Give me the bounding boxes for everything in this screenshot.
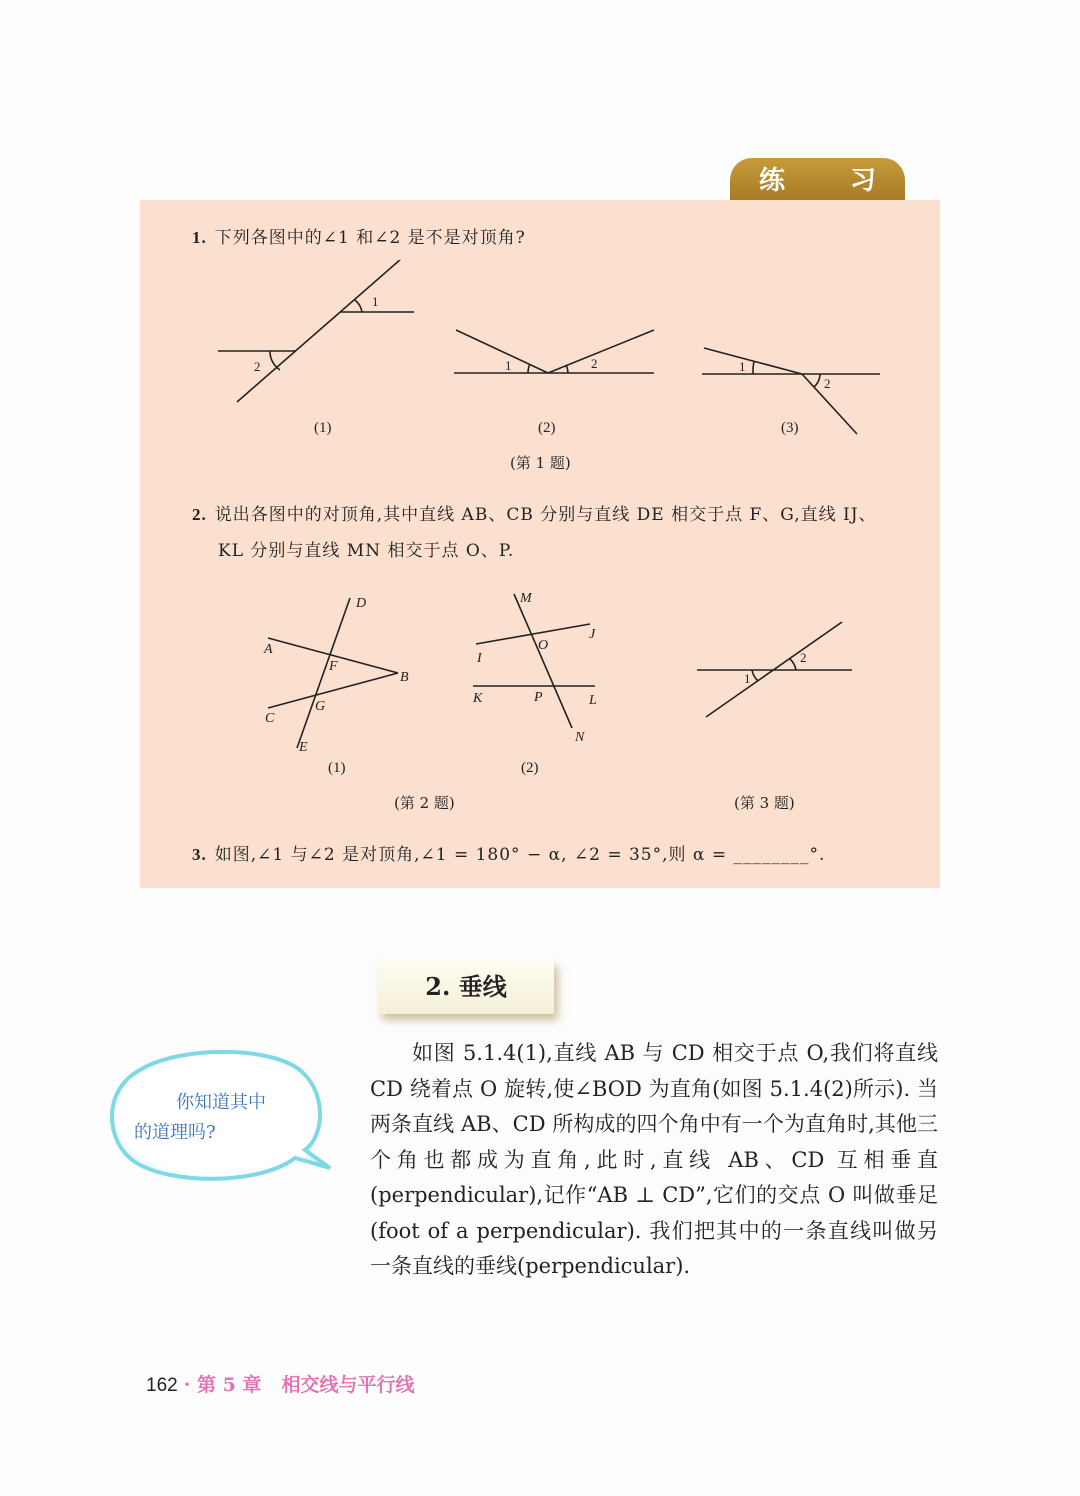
q1-fig1-angle2-arc [270,351,280,370]
q2-point-e: E [299,740,308,755]
question-2-line2: KL 分别与直线 MN 相交于点 O、P. [218,541,515,561]
question-2-caption: (第 2 题) [394,794,455,812]
q3-angle2-label: 2 [800,650,807,665]
section-heading: 2. 垂线 [378,960,554,1014]
q2-point-k: K [473,691,483,706]
q1-fig3-angle2-label: 2 [824,376,831,391]
q1-fig2-angle1-label: 1 [505,358,512,373]
q3-angle1-label: 1 [744,671,751,686]
q3-fig-angle2-arc [790,659,796,670]
page-footer [146,1370,415,1397]
q2-fig2-label: (2) [521,760,539,776]
question-3 [192,837,825,873]
q2-point-f: F [329,659,338,674]
q2-fig1-line-cb [268,673,398,708]
q1-fig2-angle1-arc [528,364,530,373]
q1-fig2-left-ray [456,330,548,373]
bubble-text [120,1088,300,1148]
q2-fig1-line-de [297,598,350,748]
chapter-label: · 第 5 章 [183,1374,262,1396]
body-text [370,1036,938,1285]
question-1-caption: (第 1 题) [510,454,571,472]
q1-fig1-angle1-label: 1 [372,294,379,309]
question-1-text: 下列各图中的∠1 和∠2 是不是对顶角? [214,228,526,248]
q2-point-j: J [589,627,596,642]
body-paragraph: 如图 5.1.4(1),直线 AB 与 CD 相交于点 O,我们将直线 CD 绕着点 O 旋转,使∠BOD 为直角(如图 5.1.4(2)所示). 当两条直线 AB、CD 所构成的四个角中有一个为直角时,其他三个角也都成为直角,此时,直线 AB、CD 互相垂直(perpendicular),记作“AB ⊥ CD”,它们的交点 O 叫做垂足(foot of a perpendicular). 我们把其中的一条直线叫做另一条直线的垂线(perpendicular). [370,1041,938,1278]
q1-fig1-angle2-label: 2 [254,359,261,374]
q1-fig2-angle2-arc [566,365,568,373]
q2-point-a: A [264,642,273,657]
q1-fig3-angle1-arc [753,361,754,374]
q2-point-i: I [477,651,482,666]
q1-fig2-label: (2) [538,420,556,436]
q2-point-p: P [534,690,543,705]
question-2-number: 2. [192,505,207,524]
bubble-line-1: 你知道其中 [176,1092,266,1113]
question-3-number: 3. [192,845,207,864]
q2-fig2-line-ij [476,624,590,644]
q1-fig1-angle1-arc [355,300,362,312]
q1-fig2-angle2-label: 2 [591,356,598,371]
bubble-line-2: 的道理吗? [134,1122,216,1143]
q2-point-o: O [538,638,549,653]
question-2 [192,497,912,569]
q2-point-g: G [315,699,326,714]
exercise-tab: 练 习 [730,158,905,202]
q2-point-b: B [400,670,409,685]
q2-fig1-label: (1) [328,760,346,776]
q2-point-c: C [265,711,275,726]
q3-fig-angle1-arc [752,670,758,681]
q2-point-d: D [356,596,367,611]
q1-fig3-label: (3) [781,420,799,436]
question-1-number: 1. [192,228,207,247]
question-2-line1: 说出各图中的对顶角,其中直线 AB、CB 分别与直线 DE 相交于点 F、G,直线 IJ、 [214,505,877,525]
question-1 [192,220,526,256]
chapter-title: 相交线与平行线 [281,1374,415,1396]
q2-point-n: N [575,730,585,745]
q1-fig3-angle2-arc [814,374,820,387]
q1-fig1-transversal [237,260,425,402]
page-number: 162 [146,1375,178,1396]
question-2-3-figures [140,580,940,780]
q1-fig1-label: (1) [314,420,332,436]
q2-point-m: M [520,591,532,606]
q2-point-l: L [589,693,597,708]
question-3-text: 如图,∠1 与∠2 是对顶角,∠1 = 180° − α, ∠2 = 35°,则 α = ________°. [214,845,826,865]
question-3-caption: (第 3 题) [734,794,795,812]
q1-fig3-angle1-label: 1 [739,359,746,374]
q2-fig2-line-mn [514,594,572,728]
q1-fig2-right-ray [548,330,654,373]
